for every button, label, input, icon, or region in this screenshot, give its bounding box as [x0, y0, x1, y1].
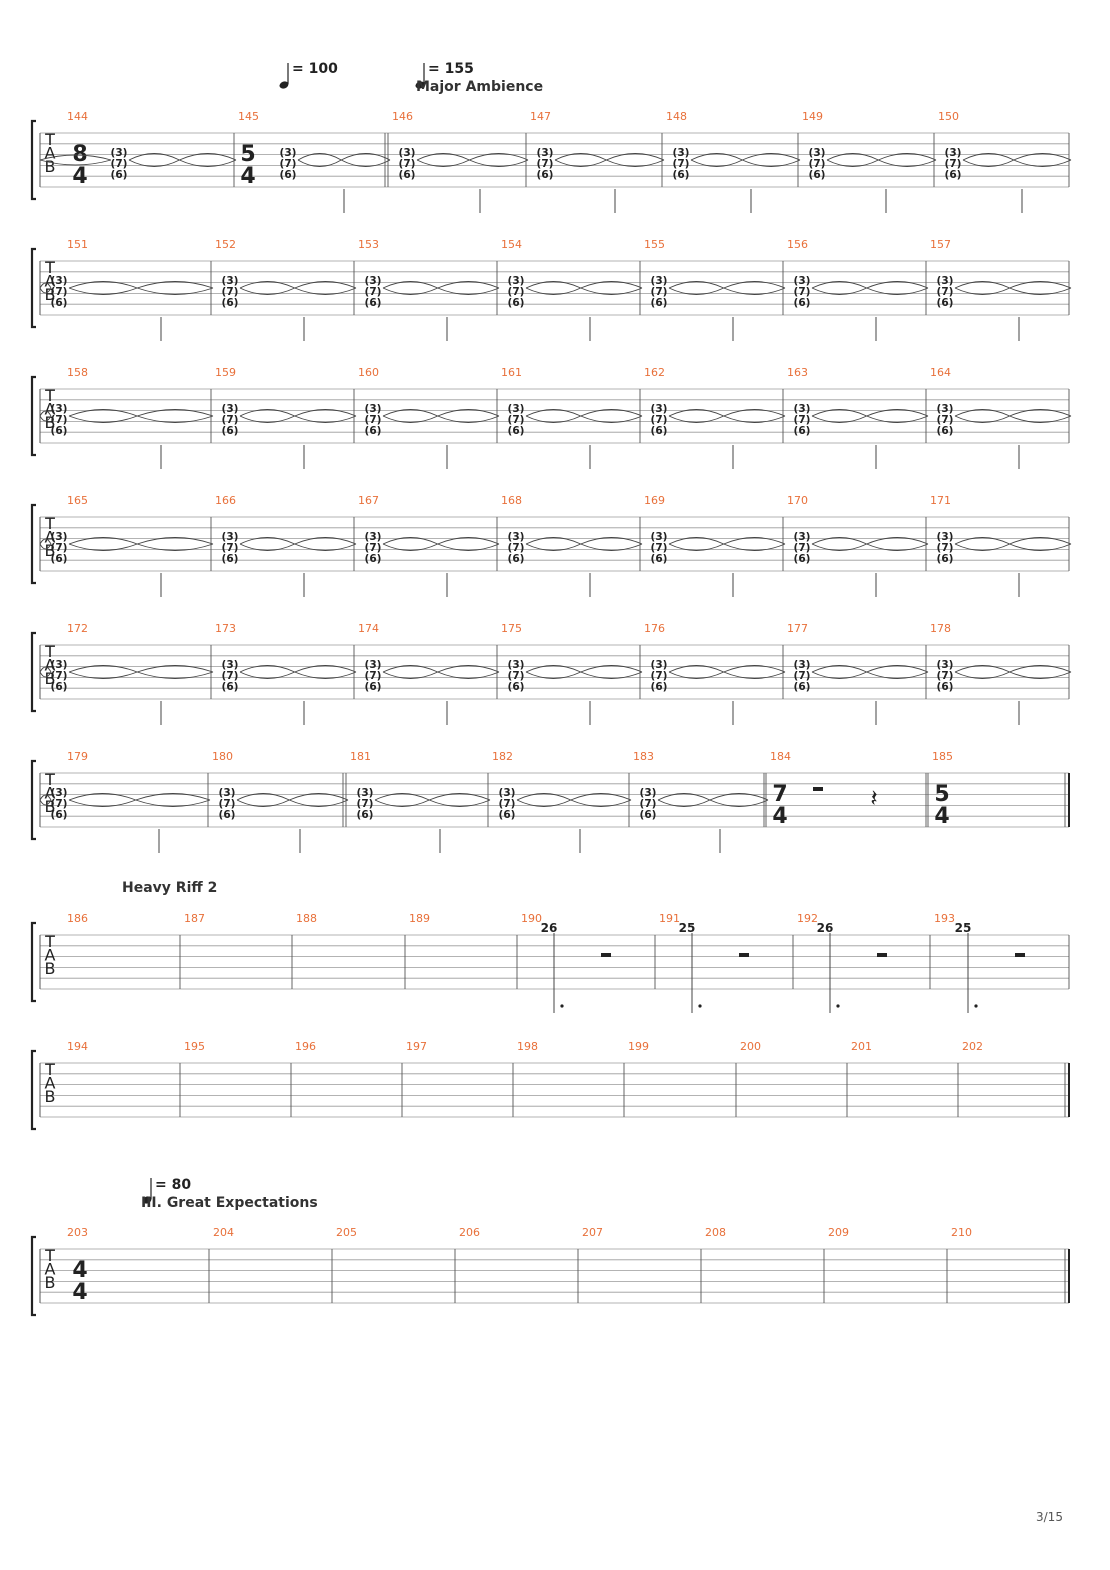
chord-fret: (6) [218, 809, 236, 821]
dot [974, 1004, 977, 1007]
tab-clef-letter: B [44, 797, 56, 816]
measure-number: 170 [787, 494, 808, 507]
tab-clef-letter: T [45, 514, 55, 533]
measure-number: 163 [787, 366, 808, 379]
measure-number: 208 [705, 1226, 726, 1239]
chord-fret: (3) [110, 147, 128, 159]
tab-system [32, 1226, 1069, 1315]
tab-clef-letter: A [44, 399, 56, 419]
chord-fret: (3) [50, 275, 68, 287]
chord-fret: (3) [507, 403, 525, 415]
measure-number: 190 [521, 912, 542, 925]
measure-number: 191 [659, 912, 680, 925]
tab-system [32, 912, 1069, 1013]
measure-number: 180 [212, 750, 233, 763]
measure-number: 181 [350, 750, 371, 763]
half-rest [601, 953, 611, 957]
measure-number: 185 [932, 750, 953, 763]
measure-number: 149 [802, 110, 823, 123]
tempo-marking-80: = 80 [155, 1177, 192, 1193]
tab-clef-letter: T [45, 258, 55, 277]
measure-number: 174 [358, 622, 379, 635]
tab-clef-letter: A [44, 1259, 56, 1279]
tab-clef-letter: B [44, 669, 56, 688]
chord-fret: (6) [672, 169, 690, 181]
time-signature-bottom: 4 [72, 1280, 88, 1305]
tab-clef-letter: T [45, 1246, 55, 1265]
chord-fret: (7) [793, 414, 811, 426]
measure-number: 171 [930, 494, 951, 507]
tab-clef-letter: T [45, 1060, 55, 1079]
chord-fret: (7) [793, 670, 811, 682]
chord-fret: (6) [50, 297, 68, 309]
chord-fret: (7) [398, 158, 416, 170]
half-rest [1015, 953, 1025, 957]
tab-clef-letter: A [44, 655, 56, 675]
chord-fret: (6) [793, 297, 811, 309]
chord-fret: (3) [398, 147, 416, 159]
tab-system [32, 110, 1071, 213]
chord-fret: (3) [364, 659, 382, 671]
measure-number: 178 [930, 622, 951, 635]
system-bracket [32, 121, 36, 199]
chord-fret: (3) [221, 403, 239, 415]
system-bracket [32, 761, 36, 839]
chord-fret: (7) [936, 542, 954, 554]
measure-number: 209 [828, 1226, 849, 1239]
chord-fret: (7) [507, 286, 525, 298]
time-signature-bottom: 4 [772, 804, 788, 829]
chord-fret: (6) [936, 553, 954, 565]
chord-fret: (7) [507, 414, 525, 426]
tab-system [32, 1040, 1069, 1129]
chord-fret: (7) [356, 798, 374, 810]
chord-fret: (3) [650, 275, 668, 287]
chord-fret: (7) [221, 542, 239, 554]
chord-fret: (3) [507, 531, 525, 543]
chord-fret: (6) [936, 425, 954, 437]
measure-number: 164 [930, 366, 951, 379]
chord-fret: (3) [650, 659, 668, 671]
chord-fret: (7) [650, 670, 668, 682]
chord-fret: (7) [364, 286, 382, 298]
tab-clef-letter: A [44, 945, 56, 965]
chord-fret: (6) [650, 297, 668, 309]
section-label-heavy-riff-2: Heavy Riff 2 [122, 880, 218, 896]
measure-number: 176 [644, 622, 665, 635]
tab-clef-letter: T [45, 130, 55, 149]
chord-fret: (3) [793, 275, 811, 287]
tempo-marking-155: = 155 [428, 61, 474, 77]
measure-number: 175 [501, 622, 522, 635]
chord-fret: (7) [50, 414, 68, 426]
chord-fret: (3) [944, 147, 962, 159]
chord-fret: (6) [650, 681, 668, 693]
section-label-great-expectations: III. Great Expectations [141, 1195, 318, 1211]
measure-number: 206 [459, 1226, 480, 1239]
chord-fret: (7) [536, 158, 554, 170]
chord-fret: (3) [639, 787, 657, 799]
dot [836, 1004, 839, 1007]
chord-fret: (6) [507, 297, 525, 309]
chord-fret: (7) [498, 798, 516, 810]
dot [560, 1004, 563, 1007]
measure-number: 162 [644, 366, 665, 379]
tab-clef-letter: A [44, 527, 56, 547]
chord-fret: (6) [507, 553, 525, 565]
chord-fret: (6) [944, 169, 962, 181]
page-number: 3/15 [1036, 1510, 1063, 1524]
chord-fret: (6) [110, 169, 128, 181]
measure-number: 173 [215, 622, 236, 635]
measure-number: 210 [951, 1226, 972, 1239]
chord-fret: (3) [936, 531, 954, 543]
measure-number: 169 [644, 494, 665, 507]
measure-number: 205 [336, 1226, 357, 1239]
chord-fret: (7) [50, 286, 68, 298]
chord-fret: (6) [221, 553, 239, 565]
chord-fret: (7) [50, 798, 68, 810]
chord-fret: (6) [793, 425, 811, 437]
chord-fret: (7) [793, 542, 811, 554]
chord-fret: (3) [507, 659, 525, 671]
chord-fret: (7) [507, 670, 525, 682]
chord-fret: (7) [650, 286, 668, 298]
tab-clef-letter: B [44, 541, 56, 560]
chord-fret: (3) [50, 659, 68, 671]
measure-number: 157 [930, 238, 951, 251]
chord-fret: (6) [50, 553, 68, 565]
chord-fret: (6) [50, 425, 68, 437]
measure-number: 168 [501, 494, 522, 507]
chord-fret: (3) [650, 403, 668, 415]
chord-fret: (6) [364, 553, 382, 565]
tab-system [32, 622, 1071, 725]
chord-fret: (3) [221, 275, 239, 287]
chord-fret: (6) [650, 553, 668, 565]
chord-fret: (6) [356, 809, 374, 821]
measure-number: 204 [213, 1226, 234, 1239]
chord-fret: (7) [944, 158, 962, 170]
fret-number: 26 [540, 921, 558, 935]
measure-number: 187 [184, 912, 205, 925]
chord-fret: (7) [364, 670, 382, 682]
time-signature-bottom: 4 [72, 164, 88, 189]
measure-number: 166 [215, 494, 236, 507]
measure-number: 182 [492, 750, 513, 763]
measure-number: 193 [934, 912, 955, 925]
measure-number: 201 [851, 1040, 872, 1053]
chord-fret: (7) [218, 798, 236, 810]
chord-fret: (7) [650, 414, 668, 426]
measure-number: 202 [962, 1040, 983, 1053]
chord-fret: (6) [498, 809, 516, 821]
chord-fret: (6) [650, 425, 668, 437]
chord-fret: (3) [672, 147, 690, 159]
system-bracket [32, 1237, 36, 1315]
chord-fret: (6) [808, 169, 826, 181]
measure-number: 154 [501, 238, 522, 251]
chord-fret: (3) [356, 787, 374, 799]
chord-fret: (6) [398, 169, 416, 181]
system-bracket [32, 377, 36, 455]
measure-number: 144 [67, 110, 88, 123]
chord-fret: (6) [364, 425, 382, 437]
measure-number: 194 [67, 1040, 88, 1053]
time-signature-top: 8 [72, 142, 88, 167]
measure-number: 183 [633, 750, 654, 763]
measure-number: 172 [67, 622, 88, 635]
chord-fret: (6) [536, 169, 554, 181]
tab-clef-letter: T [45, 932, 55, 951]
chord-fret: (6) [507, 681, 525, 693]
measure-number: 184 [770, 750, 791, 763]
measure-number: 177 [787, 622, 808, 635]
time-signature-top: 5 [934, 782, 950, 807]
measure-number: 195 [184, 1040, 205, 1053]
tab-clef-letter: T [45, 642, 55, 661]
time-signature-bottom: 4 [934, 804, 950, 829]
chord-fret: (6) [279, 169, 297, 181]
chord-fret: (3) [650, 531, 668, 543]
chord-fret: (7) [507, 542, 525, 554]
measure-number: 203 [67, 1226, 88, 1239]
chord-fret: (7) [279, 158, 297, 170]
system-bracket [32, 633, 36, 711]
measure-number: 146 [392, 110, 413, 123]
chord-fret: (7) [364, 542, 382, 554]
measure-number: 151 [67, 238, 88, 251]
chord-fret: (7) [936, 414, 954, 426]
tab-clef-letter: A [44, 783, 56, 803]
chord-fret: (7) [110, 158, 128, 170]
tempo-marking-100: = 100 [292, 61, 338, 77]
chord-fret: (6) [50, 681, 68, 693]
chord-fret: (6) [221, 297, 239, 309]
dot [698, 1004, 701, 1007]
measure-number: 207 [582, 1226, 603, 1239]
chord-fret: (6) [793, 681, 811, 693]
chord-fret: (7) [793, 286, 811, 298]
tab-clef-letter: B [44, 1273, 56, 1292]
tab-clef-letter: T [45, 770, 55, 789]
measure-number: 167 [358, 494, 379, 507]
chord-fret: (3) [50, 787, 68, 799]
chord-fret: (3) [498, 787, 516, 799]
tab-clef-letter: A [44, 143, 56, 163]
chord-fret: (7) [50, 670, 68, 682]
chord-fret: (3) [279, 147, 297, 159]
measure-number: 179 [67, 750, 88, 763]
tab-clef-letter: A [44, 271, 56, 291]
chord-fret: (6) [793, 553, 811, 565]
chord-fret: (3) [218, 787, 236, 799]
tab-system [32, 366, 1071, 469]
measure-number: 197 [406, 1040, 427, 1053]
chord-fret: (3) [936, 275, 954, 287]
chord-fret: (3) [50, 531, 68, 543]
fret-number: 26 [816, 921, 834, 935]
measure-number: 153 [358, 238, 379, 251]
tab-clef-letter: B [44, 959, 56, 978]
system-bracket [32, 923, 36, 1001]
chord-fret: (3) [364, 275, 382, 287]
measure-number: 200 [740, 1040, 761, 1053]
measure-number: 199 [628, 1040, 649, 1053]
chord-fret: (3) [364, 403, 382, 415]
measure-number: 159 [215, 366, 236, 379]
tab-clef-letter: B [44, 157, 56, 176]
measure-number: 147 [530, 110, 551, 123]
measure-number: 198 [517, 1040, 538, 1053]
chord-fret: (6) [50, 809, 68, 821]
measure-number: 150 [938, 110, 959, 123]
system-bracket [32, 1051, 36, 1129]
tab-system [32, 494, 1071, 597]
fret-number: 25 [954, 921, 972, 935]
chord-fret: (6) [221, 425, 239, 437]
chord-fret: (6) [936, 681, 954, 693]
chord-fret: (3) [507, 275, 525, 287]
measure-number: 158 [67, 366, 88, 379]
measure-number: 165 [67, 494, 88, 507]
system-bracket [32, 505, 36, 583]
chord-fret: (6) [639, 809, 657, 821]
tab-clef-letter: A [44, 1073, 56, 1093]
chord-fret: (6) [507, 425, 525, 437]
chord-fret: (7) [221, 414, 239, 426]
tab-clef-letter: B [44, 413, 56, 432]
chord-fret: (3) [936, 403, 954, 415]
chord-fret: (7) [221, 670, 239, 682]
measure-number: 188 [296, 912, 317, 925]
measure-number: 189 [409, 912, 430, 925]
measure-number: 186 [67, 912, 88, 925]
time-signature-top: 7 [772, 782, 788, 807]
tab-clef-letter: B [44, 285, 56, 304]
chord-fret: (7) [50, 542, 68, 554]
chord-fret: (7) [936, 286, 954, 298]
tab-clef-letter: T [45, 386, 55, 405]
chord-fret: (3) [221, 659, 239, 671]
chord-fret: (6) [364, 297, 382, 309]
system-bracket [32, 249, 36, 327]
measure-number: 196 [295, 1040, 316, 1053]
chord-fret: (6) [221, 681, 239, 693]
half-rest [813, 787, 823, 791]
chord-fret: (6) [936, 297, 954, 309]
chord-fret: (3) [793, 659, 811, 671]
chord-fret: (3) [536, 147, 554, 159]
chord-fret: (3) [364, 531, 382, 543]
measure-number: 145 [238, 110, 259, 123]
section-label-major-ambience: Major Ambience [416, 79, 544, 95]
fret-number: 25 [678, 921, 696, 935]
chord-fret: (3) [793, 531, 811, 543]
half-rest [739, 953, 749, 957]
measure-number: 155 [644, 238, 665, 251]
chord-fret: (7) [672, 158, 690, 170]
quarter-rest: 𝄽 [870, 784, 878, 812]
half-rest [877, 953, 887, 957]
chord-fret: (3) [50, 403, 68, 415]
chord-fret: (6) [364, 681, 382, 693]
chord-fret: (7) [364, 414, 382, 426]
measure-number: 152 [215, 238, 236, 251]
chord-fret: (3) [221, 531, 239, 543]
measure-number: 148 [666, 110, 687, 123]
chord-fret: (7) [650, 542, 668, 554]
chord-fret: (7) [639, 798, 657, 810]
time-signature-top: 5 [240, 142, 256, 167]
chord-fret: (3) [793, 403, 811, 415]
time-signature-bottom: 4 [240, 164, 256, 189]
measure-number: 161 [501, 366, 522, 379]
tab-clef-letter: B [44, 1087, 56, 1106]
chord-fret: (7) [808, 158, 826, 170]
measure-number: 156 [787, 238, 808, 251]
measure-number: 160 [358, 366, 379, 379]
tab-system [32, 238, 1071, 341]
measure-number: 192 [797, 912, 818, 925]
tab-system [32, 750, 1069, 853]
chord-fret: (3) [936, 659, 954, 671]
chord-fret: (7) [221, 286, 239, 298]
chord-fret: (3) [808, 147, 826, 159]
chord-fret: (7) [936, 670, 954, 682]
time-signature-top: 4 [72, 1258, 88, 1283]
